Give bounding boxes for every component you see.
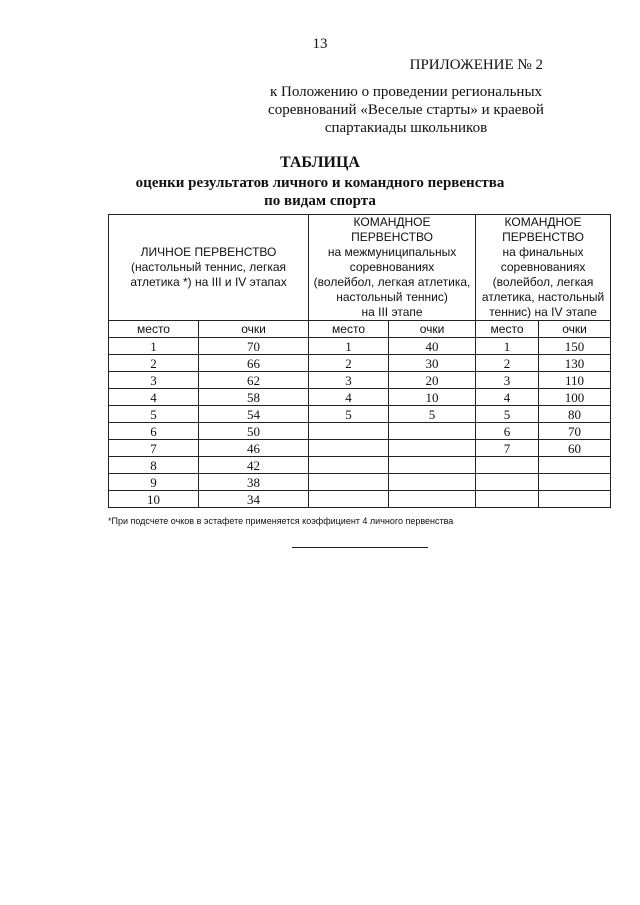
document-subtitle-line: оценки результатов личного и командного первенства [135, 175, 505, 191]
place-cell: 2 [476, 355, 539, 372]
column-header-row [109, 321, 611, 338]
points-cell: 70 [199, 338, 309, 355]
group-header-team-stage4 [476, 215, 611, 321]
appendix-subtitle-line: соревнований «Веселые старты» и краевой [268, 102, 544, 118]
points-cell: 42 [199, 457, 309, 474]
group-header-line: настольный теннис) [336, 290, 448, 304]
place-cell: 4 [109, 389, 199, 406]
points-cell: 54 [199, 406, 309, 423]
group-header-line: на III этапе [361, 305, 423, 319]
document-subtitle-line: по видам спорта [264, 193, 376, 209]
place-cell: 5 [109, 406, 199, 423]
table-row [109, 338, 611, 355]
points-cell: 5 [389, 406, 476, 423]
place-cell: 6 [109, 423, 199, 440]
points-cell: 30 [389, 355, 476, 372]
points-cell: 130 [539, 355, 611, 372]
points-cell [539, 457, 611, 474]
points-cell: 50 [199, 423, 309, 440]
points-cell: 60 [539, 440, 611, 457]
group-header-personal [109, 215, 309, 321]
group-header-line: КОМАНДНОЕ [353, 215, 431, 229]
place-cell: 6 [476, 423, 539, 440]
table-row [109, 457, 611, 474]
points-cell: 70 [539, 423, 611, 440]
points-cell [389, 474, 476, 491]
points-cell [539, 491, 611, 508]
footnote: *При подсчете очков в эстафете применяется коэффициент 4 личного первенства [108, 516, 454, 526]
group-header-line: КОМАНДНОЕ [504, 215, 582, 229]
group-header-line: атлетика *) на III и IV этапах [130, 275, 287, 289]
place-cell: 7 [109, 440, 199, 457]
group-header-line: атлетика, настольный [481, 290, 605, 304]
place-cell: 3 [309, 372, 389, 389]
place-cell [309, 491, 389, 508]
page-number: 13 [312, 36, 328, 52]
table-row [109, 423, 611, 440]
column-header-points: очки [199, 321, 309, 338]
table-body [109, 338, 611, 508]
points-cell: 46 [199, 440, 309, 457]
place-cell: 10 [109, 491, 199, 508]
place-cell: 2 [309, 355, 389, 372]
points-cell [389, 491, 476, 508]
place-cell: 1 [476, 338, 539, 355]
place-cell [309, 423, 389, 440]
place-cell: 8 [109, 457, 199, 474]
group-header-row [109, 215, 611, 321]
table-row [109, 491, 611, 508]
points-cell: 80 [539, 406, 611, 423]
place-cell: 1 [109, 338, 199, 355]
points-cell: 66 [199, 355, 309, 372]
points-cell [389, 457, 476, 474]
place-cell: 5 [309, 406, 389, 423]
column-header-points: очки [539, 321, 611, 338]
points-cell [389, 423, 476, 440]
group-header-line: соревнованиях [500, 260, 586, 274]
points-cell: 150 [539, 338, 611, 355]
appendix-subtitle-line: спартакиады школьников [324, 120, 488, 136]
place-cell [309, 457, 389, 474]
appendix-title: ПРИЛОЖЕНИЕ № 2 [409, 57, 543, 73]
group-header-line: (волейбол, легкая атлетика, [313, 275, 471, 289]
group-header-line: (волейбол, легкая [492, 275, 594, 289]
place-cell: 9 [109, 474, 199, 491]
place-cell: 1 [309, 338, 389, 355]
group-header-line: ПЕРВЕНСТВО [351, 230, 433, 244]
group-header-line: (настольный теннис, легкая [131, 260, 287, 274]
separator-line [292, 547, 428, 548]
place-cell: 3 [109, 372, 199, 389]
points-cell [389, 440, 476, 457]
points-cell: 10 [389, 389, 476, 406]
table-row [109, 440, 611, 457]
place-cell [476, 474, 539, 491]
place-cell: 4 [309, 389, 389, 406]
group-header-line: на межмуниципальных [327, 245, 457, 259]
place-cell: 3 [476, 372, 539, 389]
points-cell: 110 [539, 372, 611, 389]
place-cell [476, 457, 539, 474]
results-table [108, 214, 611, 508]
group-header-line: соревнованиях [349, 260, 435, 274]
table-row [109, 389, 611, 406]
place-cell [309, 474, 389, 491]
place-cell [309, 440, 389, 457]
table-row [109, 372, 611, 389]
points-cell: 38 [199, 474, 309, 491]
group-header-team-stage3 [309, 215, 476, 321]
points-cell: 58 [199, 389, 309, 406]
appendix-subtitle-line: к Положению о проведении региональных [269, 84, 543, 100]
column-header-place: место [476, 321, 539, 338]
place-cell: 2 [109, 355, 199, 372]
group-header-line: ПЕРВЕНСТВО [502, 230, 584, 244]
table-row [109, 355, 611, 372]
place-cell [476, 491, 539, 508]
document-subtitle [0, 174, 640, 210]
group-header-line: на финальных [502, 245, 584, 259]
points-cell: 20 [389, 372, 476, 389]
table-row [109, 474, 611, 491]
group-header-line: теннис) на IV этапе [489, 305, 597, 319]
group-header-line: ЛИЧНОЕ ПЕРВЕНСТВО [140, 245, 277, 259]
table-row [109, 406, 611, 423]
points-cell: 62 [199, 372, 309, 389]
points-cell [539, 474, 611, 491]
place-cell: 5 [476, 406, 539, 423]
appendix-subtitle [256, 83, 556, 137]
place-cell: 7 [476, 440, 539, 457]
points-cell: 34 [199, 491, 309, 508]
place-cell: 4 [476, 389, 539, 406]
document-title: ТАБЛИЦА [280, 154, 360, 171]
column-header-place: место [309, 321, 389, 338]
points-cell: 100 [539, 389, 611, 406]
column-header-points: очки [389, 321, 476, 338]
points-cell: 40 [389, 338, 476, 355]
column-header-place: место [109, 321, 199, 338]
